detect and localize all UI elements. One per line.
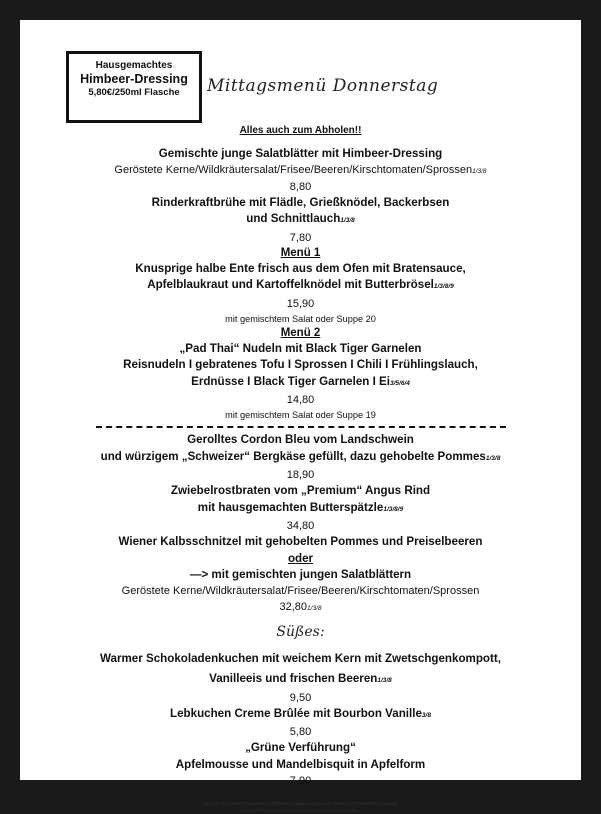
salad-allergens: 1/3/8 — [472, 168, 486, 175]
sweets-heading: Süßes: — [0, 621, 601, 643]
bruelee-price: 5,80 — [0, 724, 601, 740]
verfuehrung-line-2: Apfelmousse und Mandelbisquit in Apfelform — [0, 757, 601, 774]
promo-line-1: Hausgemachtes — [69, 60, 199, 72]
schnitzel-or: oder — [0, 551, 601, 568]
salad-desc-text: Geröstete Kerne/Wildkräutersalat/Frisee/Beeren/Kirschtomaten/Sprossen — [114, 164, 472, 176]
schnitzel-line-2: —> mit gemischten jungen Salatblättern — [0, 567, 601, 584]
soup-line-2-text: und Schnittlauch — [246, 212, 340, 225]
bruelee-name: Lebkuchen Creme Brûlée mit Bourbon Vanille — [170, 707, 422, 720]
menu2-header: Menü 2 — [0, 326, 601, 341]
soup-allergens: 1/3/8 — [340, 217, 354, 224]
menu2-line-3-text: Erdnüsse I Black Tiger Garnelen I Ei — [191, 375, 390, 388]
verfuehrung-line-1: „Grüne Verführung“ — [0, 740, 601, 757]
page-title: Mittagsmenü Donnerstag — [207, 76, 438, 96]
menu2-note: mit gemischtem Salat oder Suppe 19 — [0, 408, 601, 422]
menu1-header: Menü 1 — [0, 246, 601, 261]
allergen-footer — [0, 801, 601, 814]
soup-line-2 — [0, 211, 601, 230]
soup-line-1: Rinderkraftbrühe mit Flädle, Grießknödel, Backerbsen — [0, 195, 601, 212]
schnitzel-price-row — [0, 599, 601, 617]
menu1-allergens: 1/3/8/9 — [434, 283, 454, 290]
promo-price: 5,80€/250ml Flasche — [69, 87, 199, 99]
footer-line-1: Über die in unseren Produkten enthaltenen Allergene geben wir Ihnen gerne mündlich Auskunft. — [0, 801, 601, 808]
soup-price: 7,80 — [0, 230, 601, 246]
cordon-line-2 — [0, 449, 601, 468]
schnitzel-description: Geröstete Kerne/Wildkräutersalat/Frisee/Beeren/Kirschtomaten/Sprossen — [0, 584, 601, 599]
menu2-allergens: 3/5/6/4 — [390, 380, 410, 387]
rostbraten-line-2 — [0, 500, 601, 519]
menu2-price: 14,80 — [0, 392, 601, 408]
rostbraten-allergens: 1/3/8/9 — [383, 506, 403, 513]
cordon-line-1: Gerolltes Cordon Bleu vom Landschwein — [0, 432, 601, 449]
rostbraten-line-1: Zwiebelrostbraten vom „Premium“ Angus Rind — [0, 483, 601, 500]
menu2-line-2: Reisnudeln I gebratenes Tofu I Sprossen I Chili I Frühlingslauch, — [0, 357, 601, 374]
bruelee-allergens: 3/8 — [422, 712, 431, 719]
menu1-price: 15,90 — [0, 296, 601, 312]
menu1-line-1: Knusprige halbe Ente frisch aus dem Ofen mit Bratensauce, — [0, 261, 601, 278]
menu2-line-3 — [0, 374, 601, 393]
cordon-line-2-text: und würzigem „Schweizer“ Bergkäse gefüllt, dazu gehobelte Pommes — [101, 450, 486, 463]
menu1-line-2 — [0, 277, 601, 296]
menu1-line-2-text: Apfelblaukraut und Kartoffelknödel mit Butterbrösel — [147, 278, 434, 291]
bruelee-name-row — [0, 706, 601, 725]
salad-price: 8,80 — [0, 179, 601, 195]
rostbraten-line-2-text: mit hausgemachten Butterspätzle — [198, 501, 384, 514]
footer-line-2: Eine schriftliche Dokumentation kann eingesehen werden. — [0, 808, 601, 814]
schnitzel-price: 32,80 — [280, 601, 308, 613]
cake-allergens: 1/3/8 — [377, 677, 391, 684]
cake-line-2-text: Vanilleeis und frischen Beeren — [209, 672, 377, 685]
menu1-note: mit gemischtem Salat oder Suppe 20 — [0, 312, 601, 326]
cordon-price: 18,90 — [0, 467, 601, 483]
dashed-divider — [96, 426, 506, 428]
cake-line-1: Warmer Schokoladenkuchen mit weichem Kern mit Zwetschgenkompott, — [0, 651, 601, 668]
schnitzel-allergens: 1/3/8 — [307, 605, 321, 612]
dressing-promo-box — [66, 51, 202, 123]
takeaway-notice: Alles auch zum Abholen!! — [0, 124, 601, 138]
promo-product-name: Himbeer-Dressing — [69, 72, 199, 87]
rostbraten-price: 34,80 — [0, 518, 601, 534]
menu2-line-1: „Pad Thai“ Nudeln mit Black Tiger Garnelen — [0, 341, 601, 358]
verfuehrung-price: 7,90 — [0, 773, 601, 789]
cake-line-2 — [0, 671, 601, 690]
salad-description — [0, 163, 601, 179]
salad-name: Gemischte junge Salatblätter mit Himbeer-Dressing — [0, 146, 601, 163]
cordon-allergens: 1/3/8 — [486, 455, 500, 462]
cake-price: 9,50 — [0, 690, 601, 706]
menu-content — [0, 124, 601, 814]
schnitzel-line-1: Wiener Kalbsschnitzel mit gehobelten Pommes und Preiselbeeren — [0, 534, 601, 551]
